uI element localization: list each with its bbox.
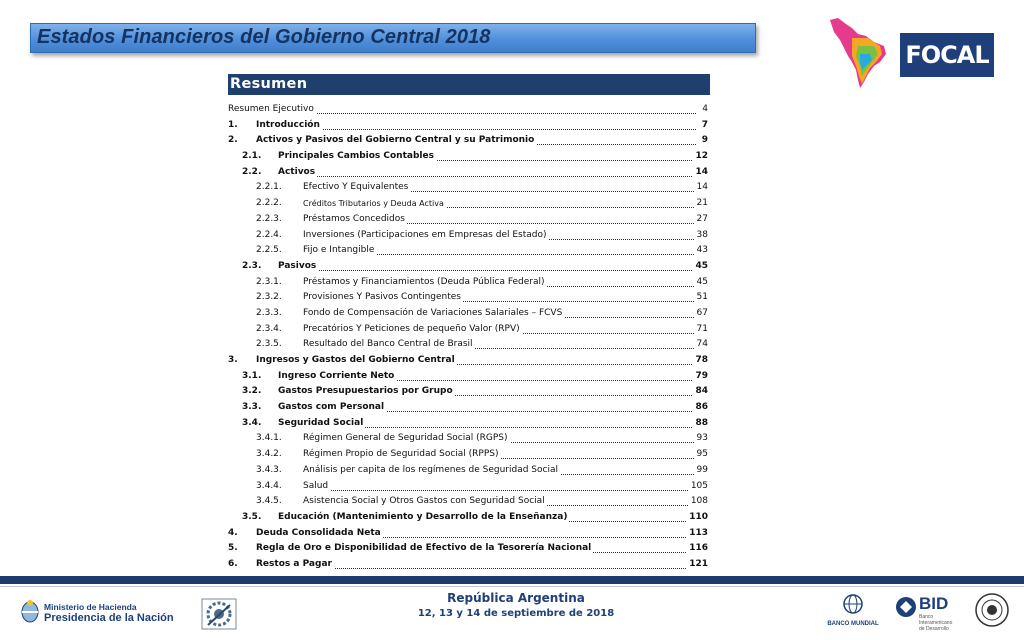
bid-text: BID	[919, 594, 949, 613]
toc-entry-number: 3.4.4.	[256, 480, 282, 491]
argentina-seal-icon	[20, 598, 40, 624]
toc-entry-number: 4.	[228, 527, 238, 538]
toc-entry[interactable]	[228, 196, 710, 212]
toc-entry-number: 2.2.4.	[256, 229, 282, 240]
toc-entry[interactable]	[228, 290, 710, 306]
bid-logo	[895, 594, 959, 630]
toc-entry-label: Educación (Mantenimiento y Desarrollo de la Enseñanza)	[278, 511, 568, 522]
toc-entry-page: 84	[695, 386, 708, 397]
latin-america-map-logo	[828, 16, 890, 90]
toc-entry[interactable]	[228, 541, 710, 557]
toc-entry[interactable]	[228, 494, 710, 510]
toc-leader-dots	[280, 270, 696, 271]
imf-seal-icon	[974, 592, 1010, 628]
toc-entry-page: 93	[696, 433, 708, 444]
gear-logo-icon	[200, 597, 238, 631]
footer-event-info	[400, 591, 632, 619]
presidency-name: Presidencia de la Nación	[44, 612, 174, 624]
toc-list	[228, 102, 710, 573]
toc-entry[interactable]	[228, 165, 710, 181]
toc-entry-number: 3.	[228, 355, 238, 365]
toc-entry-label: Resumen Ejecutivo	[228, 104, 314, 114]
toc-entry-page: 99	[696, 464, 708, 475]
table-of-contents	[228, 74, 710, 573]
toc-leader-dots	[258, 129, 696, 130]
toc-entry-number: 3.4.2.	[256, 449, 282, 460]
toc-entry-label: Principales Cambios Contables	[278, 151, 434, 162]
toc-entry[interactable]	[228, 557, 710, 573]
toc-entry-page: 67	[696, 307, 708, 318]
toc-entry[interactable]	[228, 400, 710, 416]
focal-logo-text: FOCAL	[905, 41, 989, 69]
toc-entry-label: Seguridad Social	[278, 417, 364, 428]
footer-country: República Argentina	[447, 591, 585, 605]
toc-entry-page: 12	[695, 151, 708, 162]
toc-entry-label: Inversiones (Participaciones em Empresas del Estado)	[303, 229, 547, 240]
toc-entry-number: 2.	[228, 135, 238, 146]
footer-band	[0, 576, 1024, 584]
toc-entry-page: 14	[696, 182, 708, 193]
toc-entry[interactable]	[228, 212, 710, 228]
bid-subtext: Banco Interamericano de Desarrollo	[919, 614, 953, 632]
toc-entry-label: Régimen General de Seguridad Social (RGPS)	[303, 433, 508, 444]
toc-leader-dots	[305, 490, 696, 491]
toc-entry-page: 86	[695, 402, 708, 413]
toc-entry[interactable]	[228, 180, 710, 196]
toc-entry[interactable]	[228, 510, 710, 526]
toc-entry-number: 2.2.3.	[256, 213, 282, 224]
toc-entry[interactable]	[228, 306, 710, 322]
toc-entry[interactable]	[228, 259, 710, 275]
toc-entry-label: Créditos Tributarios y Deuda Activa	[303, 199, 444, 209]
toc-entry-label: Préstamos Concedidos	[303, 213, 405, 224]
footer-dates: 12, 13 y 14 de septiembre de 2018	[417, 608, 615, 619]
toc-entry-number: 2.3.2.	[256, 292, 282, 303]
toc-entry[interactable]	[228, 118, 710, 134]
globe-icon	[842, 593, 864, 615]
toc-entry[interactable]	[228, 384, 710, 400]
toc-entry[interactable]	[228, 102, 710, 118]
toc-entry-page: 7	[701, 119, 708, 130]
toc-entry-page: 51	[696, 292, 708, 303]
toc-entry-page: 38	[696, 229, 708, 240]
toc-entry[interactable]	[228, 526, 710, 542]
toc-entry-number: 2.1.	[242, 151, 262, 162]
toc-entry-number: 2.3.5.	[256, 339, 282, 350]
toc-entry-page: 74	[696, 339, 708, 350]
toc-entry[interactable]	[228, 463, 710, 479]
toc-entry-label: Salud	[303, 480, 329, 491]
toc-entry-label: Resultado del Banco Central de Brasil	[303, 339, 473, 350]
toc-entry-label: Restos a Pagar	[256, 558, 332, 569]
focal-logo	[900, 33, 994, 77]
toc-entry-label: Pasivos	[278, 260, 317, 271]
toc-entry-page: 88	[695, 417, 708, 428]
toc-entry-page: 79	[695, 370, 708, 381]
bid-mark-icon	[895, 596, 917, 618]
toc-entry-page: 95	[696, 449, 708, 460]
world-bank-text: BANCO MUNDIAL	[827, 621, 879, 627]
toc-entry-label: Análisis per capita de los regímenes de Seguridad Social	[303, 464, 558, 475]
toc-entry-page: 108	[690, 496, 708, 507]
toc-entry-label: Ingreso Corriente Neto	[278, 370, 395, 381]
toc-entry[interactable]	[228, 369, 710, 385]
toc-entry[interactable]	[228, 228, 710, 244]
toc-entry-label: Ingresos y Gastos del Gobierno Central	[256, 355, 455, 365]
toc-entry-page: 113	[689, 527, 708, 538]
toc-entry-number: 3.1.	[242, 370, 262, 381]
toc-entry-label: Fondo de Compensación de Variaciones Salariales – FCVS	[303, 307, 563, 318]
toc-entry-number: 3.5.	[242, 511, 262, 522]
toc-entry-page: 21	[696, 198, 708, 209]
toc-entry-label: Fijo e Intangible	[303, 245, 375, 256]
toc-leader-dots	[280, 176, 696, 177]
world-bank-logo	[822, 593, 884, 629]
toc-entry-number: 2.2.2.	[256, 198, 282, 209]
toc-entry[interactable]	[228, 431, 710, 447]
toc-entry-label: Deuda Consolidada Neta	[256, 527, 381, 538]
footer-divider	[0, 586, 1024, 587]
toc-entry[interactable]	[228, 243, 710, 259]
toc-entry-number: 3.3.	[242, 402, 262, 413]
toc-entry-page: 9	[701, 135, 708, 146]
toc-entry-number: 2.3.1.	[256, 276, 282, 287]
toc-entry[interactable]	[228, 133, 710, 149]
toc-entry-label: Gastos Presupuestarios por Grupo	[278, 386, 453, 397]
toc-entry-label: Introducción	[256, 119, 320, 130]
toc-entry-number: 3.2.	[242, 386, 262, 397]
toc-entry-number: 5.	[228, 543, 238, 554]
toc-entry-page: 78	[695, 355, 708, 365]
toc-entry-label: Asistencia Social y Otros Gastos con Seguridad Social	[303, 496, 545, 507]
toc-entry-label: Provisiones Y Pasivos Contingentes	[303, 292, 461, 303]
toc-entry-number: 3.4.	[242, 417, 262, 428]
toc-entry-label: Gastos com Personal	[278, 402, 385, 413]
page-title: Estados Financieros del Gobierno Central 2018	[37, 26, 491, 48]
toc-entry-number: 3.4.5.	[256, 496, 282, 507]
toc-heading: Resumen	[228, 74, 710, 95]
toc-entry-number: 2.2.	[242, 166, 262, 177]
toc-entry-label: Activos y Pasivos del Gobierno Central y su Patrimonio	[256, 135, 535, 146]
toc-entry[interactable]	[228, 322, 710, 338]
toc-entry-page: 27	[696, 213, 708, 224]
toc-entry[interactable]	[228, 149, 710, 165]
toc-entry-number: 3.4.3.	[256, 464, 282, 475]
toc-entry-label: Préstamos y Financiamientos (Deuda Pública Federal)	[303, 276, 545, 287]
toc-entry-page: 45	[695, 260, 708, 271]
toc-entry-label: Activos	[278, 166, 316, 177]
toc-entry[interactable]	[228, 353, 710, 369]
toc-entry-page: 110	[689, 511, 708, 522]
toc-entry-number: 2.3.4.	[256, 323, 282, 334]
toc-entry-number: 6.	[228, 558, 238, 569]
toc-entry-number: 1.	[228, 119, 238, 130]
toc-entry-number: 3.4.1.	[256, 433, 282, 444]
title-banner	[30, 23, 756, 53]
toc-entry[interactable]	[228, 416, 710, 432]
ministry-name: Ministerio de Hacienda	[44, 602, 137, 612]
ministry-logo	[20, 598, 180, 628]
toc-entry-number: 2.3.3.	[256, 307, 282, 318]
toc-entry-page: 4	[702, 104, 708, 114]
toc-entry-page: 121	[689, 558, 708, 569]
toc-entry-number: 2.2.1.	[256, 182, 282, 193]
toc-entry[interactable]	[228, 275, 710, 291]
toc-entry-number: 2.2.5.	[256, 245, 282, 256]
toc-entry-label: Precatórios Y Peticiones de pequeño Valor (RPV)	[303, 323, 520, 334]
toc-entry-number: 2.3.	[242, 260, 262, 271]
toc-entry-label: Regla de Oro e Disponibilidad de Efectivo de la Tesorería Nacional	[256, 543, 592, 554]
toc-entry-label: Efectivo Y Equivalentes	[303, 182, 409, 193]
toc-entry-label: Régimen Propio de Seguridad Social (RPPS)	[303, 449, 499, 460]
toc-entry[interactable]	[228, 479, 710, 495]
toc-entry[interactable]	[228, 447, 710, 463]
toc-entry[interactable]	[228, 337, 710, 353]
toc-entry-page: 105	[690, 480, 708, 491]
toc-entry-page: 45	[696, 276, 708, 287]
toc-entry-page: 43	[696, 245, 708, 256]
toc-entry-page: 71	[696, 323, 708, 334]
toc-entry-page: 14	[695, 166, 708, 177]
toc-entry-page: 116	[689, 543, 708, 554]
